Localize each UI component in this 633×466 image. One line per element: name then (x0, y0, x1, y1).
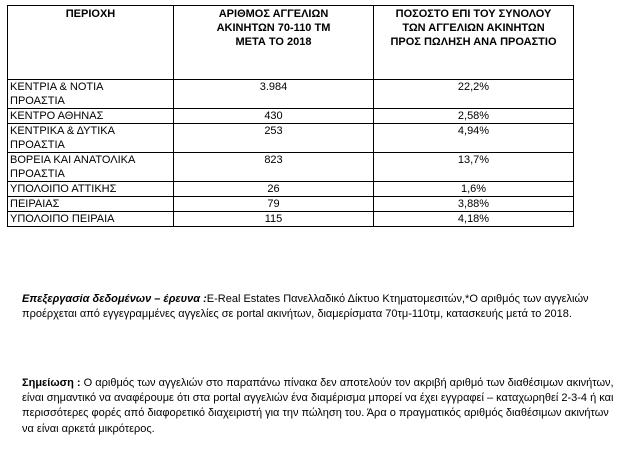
row-region: ΠΕΙΡΑΙΑΣ (8, 197, 174, 212)
row-percent: 13,7% (374, 153, 574, 182)
row-region: ΚΕΝΤΡΟ ΑΘΗΝΑΣ (8, 109, 174, 124)
table-row (8, 80, 574, 109)
remark-note-text: Ο αριθμός των αγγελιών στο παραπάνω πίνακα δεν αποτελούν τον ακριβή αριθμό των διαθέσιμων ακινήτων, είναι σημαντικό να αναφέρουμε ότι στα portal αγγελιών ένα διαμέρισμα μπορεί να έχει εγγραφεί – καταχωρηθεί 2-3-4 ή και περισσότερες φορές από διαφορετικό διαχειριστή για την πώληση του. Άρα ο πραγματικός αριθμός διαθέσιμων ακινήτων να είναι αρκετά μικρότερος. (22, 377, 614, 435)
row-count: 79 (174, 197, 374, 212)
row-count: 430 (174, 109, 374, 124)
row-region: ΚΕΝΤΡΙΚΑ & ΔΥΤΙΚΑ ΠΡΟΑΣΤΙΑ (8, 124, 174, 153)
table-row (8, 212, 574, 227)
row-region: ΚΕΝΤΡΙΑ & ΝΟΤΙΑ ΠΡΟΑΣΤΙΑ (8, 80, 174, 109)
source-note (22, 292, 622, 322)
row-count: 253 (174, 124, 374, 153)
remark-note (22, 376, 622, 437)
table-row (8, 182, 574, 197)
row-count: 26 (174, 182, 374, 197)
row-count: 823 (174, 153, 374, 182)
row-percent: 3,88% (374, 197, 574, 212)
source-note-text: E-Real Estates Πανελλαδικό Δίκτυο Κτηματομεσιτών,*Ο αριθμός των αγγελιών προέρχεται από εγγεγραμμένες αγγελίες σε portal ακινήτων, διαμερίσματα 70τμ-110τμ, κατασκευής μετά το 2018. (22, 293, 589, 321)
row-count: 3.984 (174, 80, 374, 109)
header-listing-count: ΑΡΙΘΜΟΣ ΑΓΓΕΛΙΩΝ ΑΚΙΝΗΤΩΝ 70-110 ΤΜ ΜΕΤΑ ΤΟ 2018 (174, 6, 374, 80)
remark-note-label: Σημείωση : (22, 377, 81, 389)
table-row (8, 109, 574, 124)
table-header-row (8, 6, 574, 80)
table-row (8, 124, 574, 153)
listings-table (7, 5, 574, 227)
source-note-label: Επεξεργασία δεδομένων – έρευνα : (22, 293, 207, 305)
row-count: 115 (174, 212, 374, 227)
row-percent: 4,94% (374, 124, 574, 153)
row-region: ΒΟΡΕΙΑ ΚΑΙ ΑΝΑΤΟΛΙΚΑ ΠΡΟΑΣΤΙΑ (8, 153, 174, 182)
row-percent: 4,18% (374, 212, 574, 227)
table-row (8, 153, 574, 182)
row-region: ΥΠΟΛΟΙΠΟ ΠΕΙΡΑΙΑ (8, 212, 174, 227)
header-percentage: ΠΟΣΟΣΤΟ ΕΠΙ ΤΟΥ ΣΥΝΟΛΟΥ ΤΩΝ ΑΓΓΕΛΙΩΝ ΑΚΙΝΗΤΩΝ ΠΡΟΣ ΠΩΛΗΣΗ ΑΝΑ ΠΡΟΑΣΤΙΟ (374, 6, 574, 80)
row-percent: 1,6% (374, 182, 574, 197)
row-percent: 22,2% (374, 80, 574, 109)
header-region: ΠΕΡΙΟΧΗ (8, 6, 174, 80)
row-region: ΥΠΟΛΟΙΠΟ ΑΤΤΙΚΗΣ (8, 182, 174, 197)
table-row (8, 197, 574, 212)
row-percent: 2,58% (374, 109, 574, 124)
